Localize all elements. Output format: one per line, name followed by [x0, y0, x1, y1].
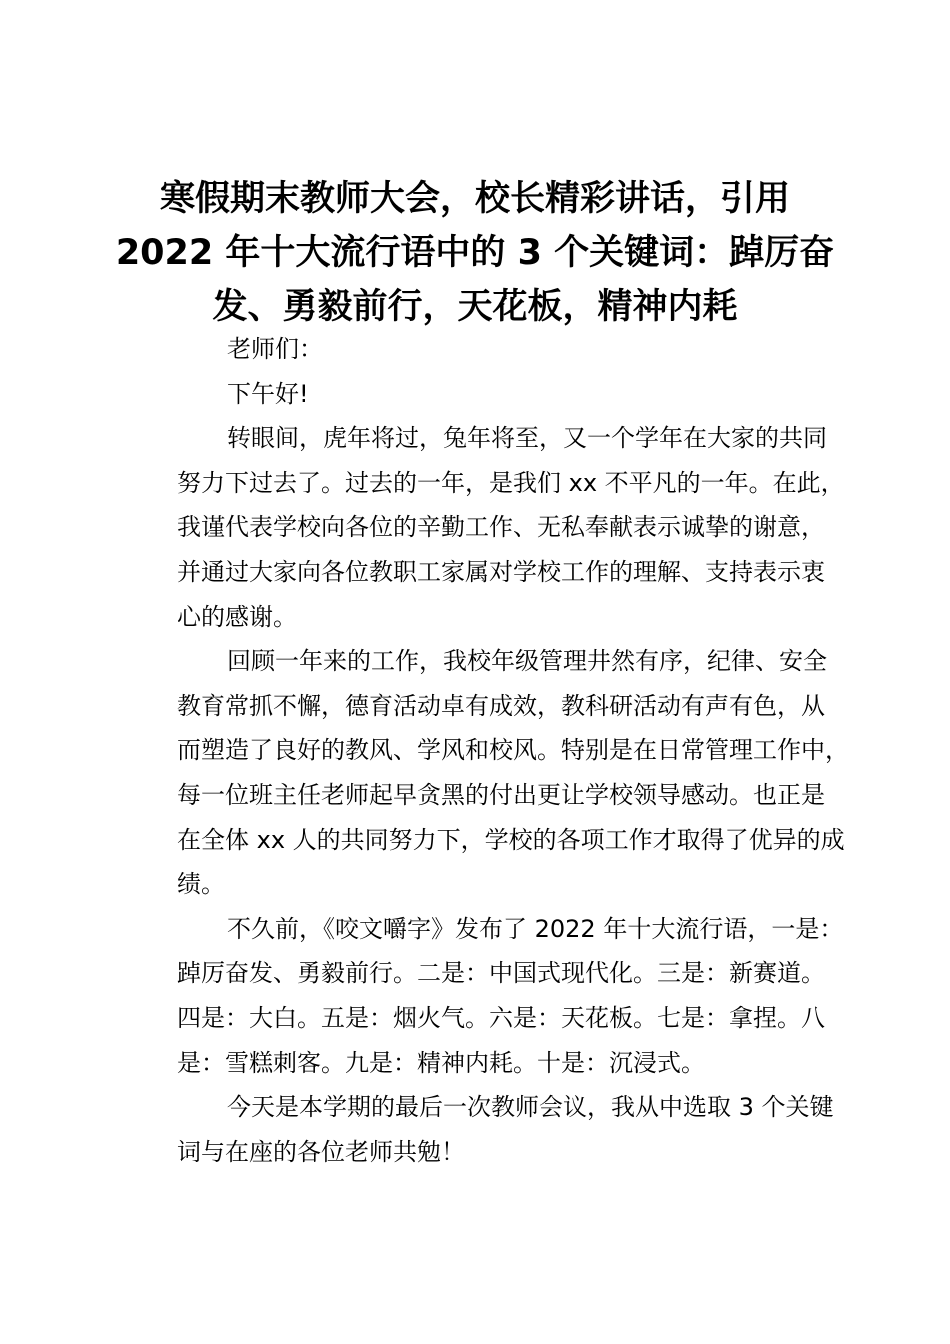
- paragraph-thanks: [127, 416, 857, 639]
- paragraph-review: [127, 639, 857, 907]
- paragraph-line: 不久前，《咬文嚼字》发布了 2022 年十大流行语，一是：: [227, 914, 844, 943]
- paragraph-line: 转眼间，虎年将过，兔年将至，又一个学年在大家的共同: [227, 424, 827, 453]
- paragraph-line: 并通过大家向各位教职工家属对学校工作的理解、支持表示衷: [177, 557, 825, 586]
- paragraph-line: 教育常抓不懈，德育活动卓有成效，教科研活动有声有色，从: [177, 691, 825, 720]
- paragraph-line: 我谨代表学校向各位的辛勤工作、无私奉献表示诚挚的谢意，: [177, 513, 825, 542]
- paragraph-line: 在全体 xx 人的共同努力下，学校的各项工作才取得了优异的成: [177, 825, 845, 854]
- title-line: 2022 年十大流行语中的 3 个关键词：踔厉奋: [115, 233, 835, 273]
- document-title: [110, 172, 840, 334]
- paragraph-line: 努力下过去了。过去的一年，是我们 xx 不平凡的一年。在此，: [177, 468, 845, 497]
- title-line: 寒假期末教师大会，校长精彩讲话，引用: [159, 179, 790, 219]
- paragraph-line: 回顾一年来的工作，我校年级管理井然有序，纪律、安全: [227, 647, 827, 676]
- paragraph-line: 老师们：: [227, 335, 323, 363]
- paragraph-line: 是：雪糕刺客。九是：精神内耗。十是：沉浸式。: [177, 1048, 705, 1077]
- paragraph-line: 绩。: [177, 870, 225, 899]
- title-line: 发、勇毅前行，天花板，精神内耗: [212, 287, 738, 327]
- paragraph-line: 今天是本学期的最后一次教师会议，我从中选取 3 个关键: [227, 1093, 834, 1122]
- paragraph-line: 心的感谢。: [177, 602, 297, 631]
- paragraph-line: 四是：大白。五是：烟火气。六是：天花板。七是：拿捏。八: [177, 1003, 825, 1032]
- paragraph-line: 每一位班主任老师起早贪黑的付出更让学校领导感动。也正是: [177, 780, 825, 809]
- paragraph-line: 踔厉奋发、勇毅前行。二是：中国式现代化。三是：新赛道。: [177, 959, 825, 988]
- document-body: [127, 327, 857, 1174]
- paragraph-closing: [127, 1085, 857, 1174]
- paragraph-line: 词与在座的各位老师共勉！: [177, 1137, 465, 1166]
- paragraph-salutation: [127, 327, 857, 372]
- paragraph-line: 下午好!: [227, 379, 309, 408]
- paragraph-line: 而塑造了良好的教风、学风和校风。特别是在日常管理工作中，: [177, 736, 849, 765]
- paragraph-buzzwords: [127, 907, 857, 1085]
- paragraph-greeting: [127, 372, 857, 417]
